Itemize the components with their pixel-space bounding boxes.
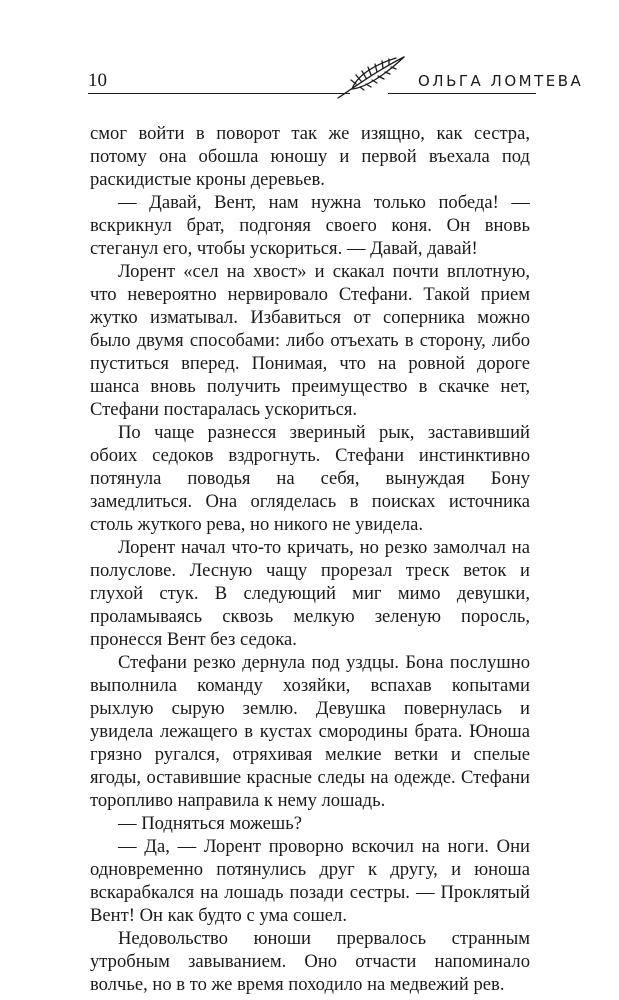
paragraph: — Да, — Лорент проворно вскочил на ноги. Они одновременно потянулись друг к другу, и юноша вскарабкался на лошадь позади сестры. — Проклятый Вент! Он как будто с ума сошел. — [90, 836, 530, 926]
running-header — [88, 52, 584, 94]
header-rule-left — [88, 93, 350, 94]
paragraph: смог войти в поворот так же изящно, как сестра, потому она обошла юношу и первой въехала под раскидистые кроны деревьев. — [90, 123, 530, 190]
author-name: ОЛЬГА ЛОМТЕВА — [418, 72, 584, 90]
paragraph: Лорент «сел на хвост» и скакал почти вплотную, что невероятно нервировало Стефани. Такой прием жутко изматывал. Избавиться от соперника можно было двумя способами: либо отъехать в сторону, либо пуститься вперед. Понимая, что на ровной дороге шанса вновь получить преимущество в скачке нет, Стефани постаралась ускориться. — [90, 261, 530, 420]
page-body — [90, 122, 530, 996]
page-number: 10 — [88, 70, 107, 91]
paragraph: Стефани резко дернула под уздцы. Бона послушно выполнила команду хозяйки, вспахав копытами рыхлую сырую землю. Девушка повернулась и увидела лежащего в кустах смородины брата. Юноша грязно ругался, отряхивая мелкие ветки и спелые ягоды, оставившие красные следы на одежде. Стефани торопливо направила к нему лошадь. — [90, 652, 530, 811]
header-rule-right — [388, 93, 536, 94]
paragraph: — Подняться можешь? — [118, 813, 302, 834]
paragraph: Лорент начал что-то кричать, но резко замолчал на полуслове. Лесную чащу прорезал треск веток и глухой стук. В следующий миг мимо девушки, проламываясь сквозь мелкую зеленую поросль, пронесся Вент без седока. — [90, 537, 530, 650]
paragraph: — Давай, Вент, нам нужна только победа! — вскрикнул брат, подгоняя своего коня. Он вновь стеганул его, чтобы ускориться. — Давай, давай! — [90, 192, 530, 259]
paragraph: По чаще разнесся звериный рык, заставивший обоих седоков вздрогнуть. Стефани инстинктивно потянула поводья на себя, вынуждая Бону замедлиться. Она огляделась в поисках источника столь жуткого рева, но никого не увидела. — [90, 422, 530, 535]
paragraph: Недовольство юноши прервалось странным утробным завыванием. Оно отчасти напоминало волчье, но в то же время походило на медвежий рев. — [90, 928, 530, 995]
